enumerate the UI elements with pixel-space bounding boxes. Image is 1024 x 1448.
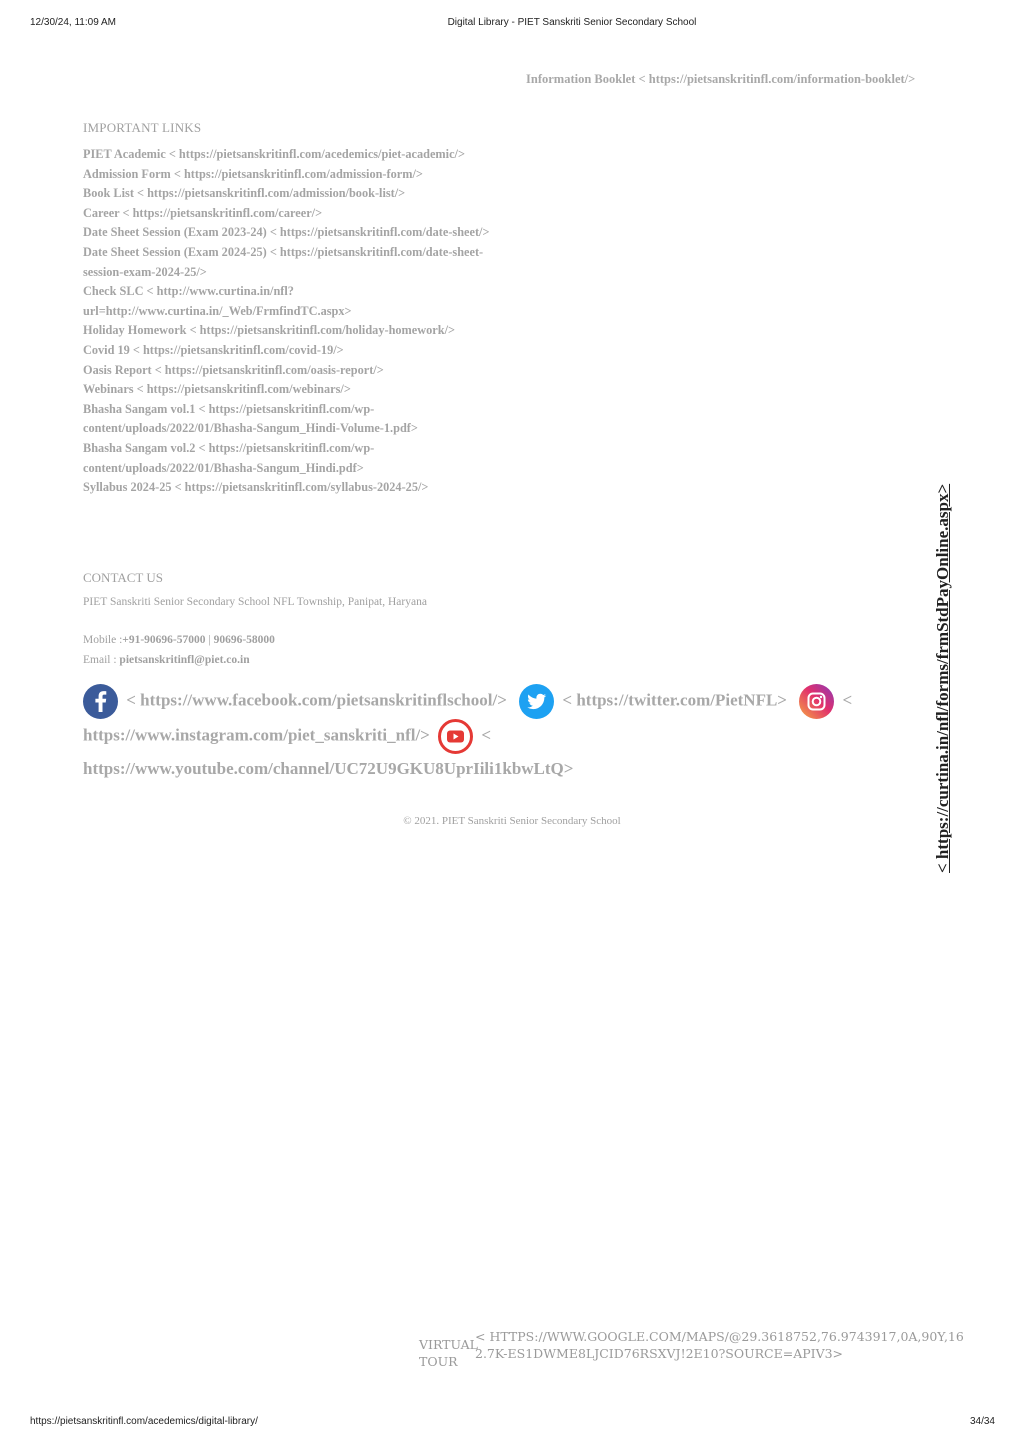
facebook-icon[interactable] [83, 684, 118, 719]
page-number: 34/34 [969, 1416, 995, 1427]
instagram-prefix: < [842, 690, 853, 710]
link-date-sheet-2023-24[interactable]: Date Sheet Session (Exam 2023-24) < https://pietsanskritinfl.com/date-sheet/> [83, 225, 490, 240]
contact-address: PIET Sanskriti Senior Secondary School NFL Township, Panipat, Haryana [83, 596, 427, 608]
important-links-list [83, 145, 503, 498]
print-datetime: 12/30/24, 11:09 AM [30, 17, 116, 28]
email-label: Email : [83, 654, 120, 666]
mobile-separator: | [205, 634, 214, 646]
mobile-number-2[interactable]: 90696-58000 [213, 634, 275, 646]
link-oasis-report[interactable]: Oasis Report < https://pietsanskritinfl.com/oasis-report/> [83, 362, 384, 377]
instagram-icon[interactable] [799, 684, 834, 719]
youtube-prefix: < [481, 725, 492, 745]
email-address[interactable]: pietsanskritinfl@piet.co.in [119, 654, 250, 666]
mobile-number-1[interactable]: +91-90696-57000 [122, 634, 206, 646]
link-covid-19[interactable]: Covid 19 < https://pietsanskritinfl.com/covid-19/> [83, 342, 344, 357]
virtual-tour-link[interactable]: < HTTPS://WWW.GOOGLE.COM/MAPS/@29.3618752,76.9743917,0A,90Y,162.7K-ES1DWME8LJCID76RSXVJ!2E10?SOURCE=APIV3> [475, 1329, 964, 1361]
facebook-link[interactable]: < https://www.facebook.com/pietsanskritinflschool/> [126, 690, 507, 710]
contact-heading: CONTACT US [83, 570, 163, 585]
link-webinars[interactable]: Webinars < https://pietsanskritinfl.com/webinars/> [83, 382, 351, 397]
link-piet-academic[interactable]: PIET Academic < https://pietsanskritinfl.com/acedemics/piet-academic/> [83, 147, 465, 161]
link-bhasha-sangam-vol1[interactable]: Bhasha Sangam vol.1 < https://pietsanskritinfl.com/wp-content/uploads/2022/01/Bhasha-Sangum_Hindi-Volume-1.pdf> [83, 401, 418, 436]
link-holiday-homework[interactable]: Holiday Homework < https://pietsanskritinfl.com/holiday-homework/> [83, 323, 456, 338]
mobile-label: Mobile : [83, 634, 123, 646]
important-links-section [83, 120, 503, 498]
link-date-sheet-2024-25[interactable]: Date Sheet Session (Exam 2024-25) < https://pietsanskritinfl.com/date-sheet-session-exam-2024-25/> [83, 244, 484, 279]
twitter-link[interactable]: < https://twitter.com/PietNFL> [562, 690, 787, 710]
important-links-heading: IMPORTANT LINKS [83, 120, 202, 135]
contact-email [83, 650, 275, 670]
youtube-link[interactable]: https://www.youtube.com/channel/UC72U9GKU8UprIili1kbwLtQ> [83, 759, 574, 778]
link-admission-form[interactable]: Admission Form < https://pietsanskritinfl.com/admission-form/> [83, 166, 423, 181]
social-links [83, 684, 923, 783]
instagram-link[interactable]: https://www.instagram.com/piet_sanskriti_nfl/> [83, 725, 430, 745]
youtube-icon[interactable] [438, 719, 473, 754]
print-title: Digital Library - PIET Sanskriti Senior Secondary School [447, 17, 697, 28]
contact-mobile [83, 630, 275, 650]
link-bhasha-sangam-vol2[interactable]: Bhasha Sangam vol.2 < https://pietsanskritinfl.com/wp-content/uploads/2022/01/Bhasha-Sangum_Hindi.pdf> [83, 440, 375, 475]
side-payment-link[interactable]: < https://curtina.in/nfl/forms/frmStdPayOnline.aspx> [933, 483, 952, 873]
virtual-tour-label: VIRTUAL TOUR [419, 1337, 478, 1369]
link-syllabus-2024-25[interactable]: Syllabus 2024-25 < https://pietsanskritinfl.com/syllabus-2024-25/> [83, 480, 429, 495]
twitter-icon[interactable] [519, 684, 554, 719]
copyright: © 2021. PIET Sanskriti Senior Secondary School [403, 815, 621, 827]
link-check-slc[interactable]: Check SLC < http://www.curtina.in/nfl?url=http://www.curtina.in/_Web/FrmfindTC.aspx> [83, 284, 352, 318]
contact-details [83, 630, 275, 670]
footer-url: https://pietsanskritinfl.com/acedemics/digital-library/ [30, 1416, 258, 1427]
link-career[interactable]: Career < https://pietsanskritinfl.com/career/> [83, 205, 323, 220]
information-booklet-link[interactable]: Information Booklet < https://pietsanskritinfl.com/information-booklet/> [526, 72, 916, 86]
link-book-list[interactable]: Book List < https://pietsanskritinfl.com/admission/book-list/> [83, 186, 406, 201]
